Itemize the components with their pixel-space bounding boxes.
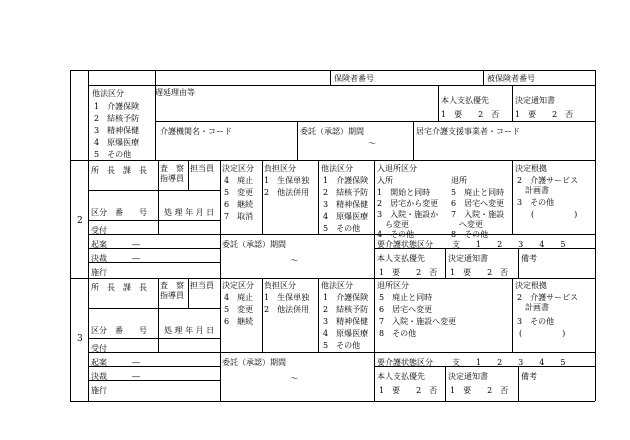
futan-item: 2 他法併用 — [264, 305, 310, 314]
grid-line — [512, 160, 513, 234]
kettei-tsuchisho-label: 決定通知書 — [515, 96, 555, 105]
itaku-kikan-label: 委託（承認）期間 — [300, 127, 364, 136]
taisho-label: 退所 — [451, 176, 467, 185]
hi-hokensha-bango-label: 被保険者番号 — [487, 74, 535, 83]
yokaigo-values: 支 1 2 3 4 5 — [452, 240, 566, 249]
grid-line — [158, 190, 159, 234]
kettei-kubun-label: 決定区分 — [222, 164, 254, 173]
grid-line — [512, 85, 513, 121]
nyusho-item: 4 その他 — [377, 230, 415, 239]
sasatsu-label: 査 察 指導員 — [160, 281, 184, 300]
approvers-label: 所 長 課 長 — [91, 166, 147, 175]
kikan-mei-label: 介護機関名・コード — [160, 127, 232, 136]
uketsuke-label: 受付 — [91, 344, 107, 353]
kettei-kubun-item: 5 変更 — [224, 188, 254, 197]
grid-line — [88, 380, 220, 381]
tahou-item: 3 精神保健 — [94, 126, 140, 135]
kettei-kubun-item: 5 変更 — [224, 305, 254, 314]
grid-line — [220, 352, 595, 353]
grid-line — [88, 366, 220, 367]
futan-item: 2 他法併用 — [264, 188, 310, 197]
grid-line — [70, 278, 595, 279]
itaku-tilde: ～ — [290, 374, 298, 383]
yokaigo-label: 要介護状態区分 — [377, 358, 433, 367]
grid-line — [88, 338, 220, 339]
futan-kubun-label: 負担区分 — [264, 281, 296, 290]
grid-line — [330, 70, 331, 85]
nyutaisho-label: 入退所区分 — [377, 164, 417, 173]
kian-dash: ― — [132, 358, 140, 367]
tahou-item: 4 原爆医療 — [323, 212, 369, 221]
kettei-kubun-item: 4 廃止 — [224, 293, 254, 302]
tahou-item: 5 その他 — [323, 341, 361, 350]
taisho-kubun-label: 退所区分 — [377, 281, 409, 290]
nyusho-item: 1 開始と同時 — [377, 188, 431, 197]
grid-line — [518, 366, 519, 401]
tahou-item: 1 介護保険 — [323, 293, 369, 302]
grid-line — [438, 85, 439, 121]
tanto-label: 担当員 — [190, 281, 214, 290]
kettei-options: 1 要 2 否 — [515, 110, 574, 119]
grid-line — [188, 278, 189, 308]
grid-line — [445, 366, 446, 401]
grid-line — [262, 160, 263, 234]
section-number: 3 — [77, 334, 83, 344]
grid-line — [88, 234, 220, 235]
kubun-bango-label: 区分 番 号 — [91, 326, 147, 335]
shori-date-label: 処 理 年 月 日 — [164, 326, 215, 335]
nyusho-item: 2 居宅から変更 — [377, 199, 439, 208]
grid-line — [512, 278, 513, 352]
tahou-item: 1 介護保険 — [94, 102, 140, 111]
grid-line — [262, 278, 263, 352]
kettei-tsuchisho-label: 決定通知書 — [448, 254, 488, 263]
shori-date-label: 処 理 年 月 日 — [164, 208, 215, 217]
grid-line — [318, 278, 319, 352]
kubun-bango-label: 区分 番 号 — [91, 208, 147, 217]
kettei-konkyo-label: 決定根拠 — [515, 164, 547, 173]
kettei-konkyo-label: 決定根拠 — [515, 281, 547, 290]
chien-riyu-label: 遅延理由等 — [155, 88, 195, 97]
biko-label: 備考 — [521, 372, 537, 381]
biko-label: 備考 — [521, 254, 537, 263]
kettei-options: 1 要 2 否 — [450, 386, 509, 395]
grid-line — [374, 278, 375, 401]
yokaigo-label: 要介護状態区分 — [377, 240, 433, 249]
grid-line — [70, 70, 71, 401]
itaku-kikan-label: 委託（承認）期間 — [222, 240, 286, 249]
section-number: 2 — [77, 216, 83, 226]
futan-item: 1 生保単独 — [264, 293, 310, 302]
tahou-label: 他法区分 — [321, 164, 353, 173]
kian-label: 起案 — [91, 358, 107, 367]
grid-line — [70, 401, 595, 402]
grid-line — [155, 70, 156, 85]
grid-line — [220, 278, 221, 401]
tahou-item: 2 結核予防 — [323, 188, 369, 197]
honnin-options: 1 要 2 否 — [379, 268, 438, 277]
honnin-shiharai-label: 本人支払優先 — [377, 372, 425, 381]
grid-line — [88, 190, 220, 191]
nyusho-item: 3 入院・施設か ら変更 — [377, 210, 439, 229]
grid-line — [88, 220, 220, 221]
grid-line — [88, 262, 220, 263]
grid-line — [297, 121, 298, 160]
taisho-item: 5 廃止と同時 — [451, 188, 505, 197]
hokensha-bango-label: 保険者番号 — [334, 74, 374, 83]
tahou-item: 5 その他 — [323, 224, 361, 233]
grid-line — [445, 248, 446, 278]
futan-item: 1 生保単独 — [264, 176, 310, 185]
kettei-konkyo-item: ( ) — [519, 329, 566, 338]
kettei-kubun-item: 6 継続 — [224, 200, 254, 209]
grid-line — [518, 248, 519, 278]
kettei-konkyo-item: ( ) — [531, 210, 578, 219]
kian-label: 起案 — [91, 240, 107, 249]
tahou-label: 他法区分 — [321, 281, 353, 290]
kettei-kubun-item: 6 継続 — [224, 317, 254, 326]
tahou-item: 2 結核予防 — [323, 305, 369, 314]
taisho-item: 6 居宅へ変更 — [379, 305, 433, 314]
tahou-kubun-label: 他法区分 — [92, 89, 124, 98]
futan-kubun-label: 負担区分 — [264, 164, 296, 173]
grid-line — [595, 70, 596, 401]
sasatsu-label: 査 察 指導員 — [160, 164, 184, 183]
nyusho-label: 入所 — [377, 176, 393, 185]
grid-line — [413, 121, 414, 160]
kettei-tsuchisho-label: 決定通知書 — [448, 372, 488, 381]
honnin-shiharai-label: 本人支払優先 — [441, 96, 489, 105]
tahou-item: 3 精神保健 — [323, 200, 369, 209]
tanto-label: 担当員 — [190, 164, 214, 173]
grid-line — [483, 70, 484, 85]
kettei-konkyo-item: 3 その他 — [517, 198, 555, 207]
shiko-label: 施行 — [91, 268, 107, 277]
taisho-item: 7 入院・施設 へ変更 — [451, 210, 505, 229]
grid-line — [158, 278, 159, 308]
itaku-tilde: ～ — [290, 256, 298, 265]
grid-line — [88, 308, 220, 309]
kettei-konkyo-item: 2 介護サービス 計画書 — [517, 176, 579, 195]
uketsuke-label: 受付 — [91, 226, 107, 235]
kettei-konkyo-item: 3 その他 — [517, 317, 555, 326]
kettei-kubun-item: 7 取消 — [224, 212, 254, 221]
grid-line — [88, 85, 595, 86]
kessai-dash: ― — [132, 372, 140, 381]
taisho-item: 8 その他 — [379, 329, 417, 338]
grid-line — [70, 70, 595, 71]
tahou-item: 3 精神保健 — [323, 317, 369, 326]
grid-line — [374, 160, 375, 278]
kessai-label: 決裁 — [91, 372, 107, 381]
tahou-item: 5 その他 — [94, 150, 132, 159]
grid-line — [220, 160, 221, 278]
grid-line — [88, 352, 220, 353]
kessai-label: 決裁 — [91, 254, 107, 263]
honnin-shiharai-label: 本人支払優先 — [377, 254, 425, 263]
kettei-konkyo-item: 2 介護サービス 計画書 — [517, 293, 579, 312]
grid-line — [70, 160, 595, 161]
grid-line — [188, 160, 189, 190]
approvers-label: 所 長 課 長 — [91, 283, 147, 292]
grid-line — [88, 248, 220, 249]
kian-dash: ― — [132, 240, 140, 249]
tahou-item: 1 介護保険 — [323, 176, 369, 185]
honnin-options: 1 要 2 否 — [441, 110, 500, 119]
kessai-dash: ― — [132, 254, 140, 263]
grid-line — [158, 160, 159, 190]
kettei-options: 1 要 2 否 — [450, 268, 509, 277]
itaku-tilde: ～ — [368, 139, 376, 148]
taisho-item: 6 居宅へ変更 — [451, 199, 505, 208]
taisho-item: 7 入院・施設へ変更 — [379, 317, 457, 326]
shiko-label: 施行 — [91, 386, 107, 395]
tahou-item: 4 原爆医療 — [323, 329, 369, 338]
grid-line — [155, 121, 595, 122]
grid-line — [158, 308, 159, 352]
tahou-item: 4 原爆医療 — [94, 138, 140, 147]
kettei-kubun-item: 4 廃止 — [224, 176, 254, 185]
taisho-item: 5 廃止と同時 — [379, 293, 433, 302]
kettei-kubun-label: 決定区分 — [222, 281, 254, 290]
kyotaku-jigyosha-label: 居宅介護支援事業者・コード — [416, 127, 520, 136]
taisho-item: 8 その他 — [451, 230, 489, 239]
tahou-item: 2 結核予防 — [94, 114, 140, 123]
honnin-options: 1 要 2 否 — [379, 386, 438, 395]
grid-line — [318, 160, 319, 234]
itaku-kikan-label: 委託（承認）期間 — [222, 358, 286, 367]
yokaigo-values: 支 1 2 3 4 5 — [452, 358, 566, 367]
